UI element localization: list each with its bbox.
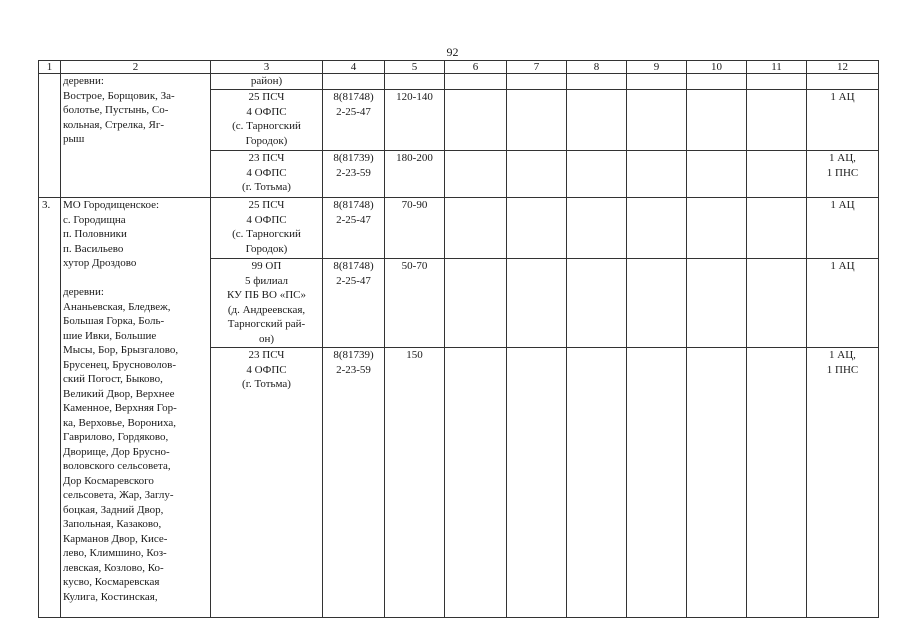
settlement-line: Каменное, Верхняя Гор-	[63, 402, 177, 414]
phone-line: 2-23-59	[336, 363, 371, 376]
settlement-line: левская, Козлово, Ко-	[63, 561, 164, 574]
empty-cell	[507, 259, 567, 348]
unit-line: (с. Тарногский	[232, 120, 301, 132]
settlement-line: шие Ивки, Большие	[63, 329, 157, 342]
header-cell: 6	[445, 61, 507, 74]
empty-cell	[747, 90, 807, 151]
equipment-cell	[807, 74, 879, 90]
distance-value: 70-90	[401, 199, 428, 211]
phone-line: 2-25-47	[336, 213, 371, 226]
settlement-line: хутор Дроздово	[63, 257, 137, 269]
unit-cell	[211, 259, 323, 348]
phone-cell	[323, 198, 385, 259]
empty-cell	[445, 151, 507, 198]
phone-line: 8(81739)	[333, 152, 374, 164]
unit-line: 4 ОФПС	[246, 213, 287, 226]
distance-value: 180-200	[396, 152, 433, 164]
header-cell: 4	[323, 61, 385, 74]
settlement-line: Великий Двор, Верхнее	[63, 387, 175, 400]
unit-line: (г. Тотьма)	[242, 378, 291, 390]
phone-line: 8(81748)	[333, 199, 374, 211]
unit-cell	[211, 90, 323, 151]
settlements-cell	[61, 198, 211, 618]
equipment-line: 1 АЦ,	[829, 152, 856, 164]
empty-cell	[687, 348, 747, 618]
empty-cell	[627, 348, 687, 618]
empty-cell	[687, 90, 747, 151]
settlement-line: Ананьевская, Бледвеж,	[63, 300, 171, 313]
phone-line: 2-23-59	[336, 166, 371, 179]
unit-line: Городок)	[245, 134, 288, 147]
empty-cell	[567, 259, 627, 348]
header-cell: 7	[507, 61, 567, 74]
settlement-line: Карманов Двор, Кисе-	[63, 532, 168, 545]
unit-line: КУ ПБ ВО «ПС»	[227, 289, 306, 301]
unit-line: 23 ПСЧ	[248, 152, 285, 164]
distance-value: 120-140	[396, 91, 433, 103]
unit-cell	[211, 74, 323, 90]
header-cell: 8	[567, 61, 627, 74]
page-number: 92	[446, 45, 459, 59]
equipment-line: 1 ПНС	[826, 166, 859, 179]
unit-line: (г. Тотьма)	[242, 181, 291, 193]
header-cell: 12	[807, 61, 879, 74]
empty-cell	[445, 90, 507, 151]
settlement-line: МО Городищенское:	[63, 199, 160, 211]
phone-line: 8(81748)	[333, 260, 374, 272]
settlement-line: боцкая, Задний Двор,	[63, 503, 164, 516]
header-cell: 1	[39, 61, 61, 74]
settlement-line: воловского сельсовета,	[63, 460, 171, 472]
settlement-line: Вострое, Борщовик, За-	[63, 89, 175, 102]
distance-cell	[385, 90, 445, 151]
equipment-cell	[807, 90, 879, 151]
settlement-line: с. Городищна	[63, 213, 126, 226]
unit-cell	[211, 151, 323, 198]
unit-line: 99 ОП	[251, 260, 282, 272]
settlement-line: кольная, Стрелка, Яг-	[63, 118, 165, 131]
header-cell: 10	[687, 61, 747, 74]
settlement-line: ка, Верховье, Ворониха,	[63, 416, 177, 429]
distance-cell	[385, 259, 445, 348]
empty-cell	[687, 198, 747, 259]
unit-line: Городок)	[245, 242, 288, 255]
empty-cell	[687, 259, 747, 348]
unit-line: 25 ПСЧ	[248, 199, 285, 211]
settlement-line: болотье, Пустынь, Со-	[63, 104, 169, 116]
empty-cell	[567, 90, 627, 151]
empty-cell	[567, 348, 627, 618]
unit-line: (д. Андреевская,	[227, 303, 306, 316]
unit-cell	[211, 198, 323, 259]
distance-value: 50-70	[401, 260, 428, 272]
distance-cell	[385, 74, 445, 90]
empty-cell	[627, 151, 687, 198]
empty-cell	[507, 74, 567, 90]
equipment-line: 1 АЦ	[830, 199, 855, 211]
empty-cell	[627, 259, 687, 348]
phone-cell	[323, 259, 385, 348]
unit-line: Тарногский рай-	[227, 318, 306, 330]
unit-line: (с. Тарногский	[232, 228, 301, 240]
settlement-line: Мысы, Бор, Брызгалово,	[63, 344, 179, 356]
distance-value: 150	[406, 349, 423, 361]
distance-cell	[385, 348, 445, 618]
empty-cell	[507, 348, 567, 618]
phone-cell	[323, 151, 385, 198]
empty-cell	[567, 198, 627, 259]
fire-coverage-table	[38, 60, 879, 618]
phone-cell	[323, 90, 385, 151]
table-row	[39, 74, 879, 90]
empty-cell	[627, 198, 687, 259]
settlement-line: Дор Космаревского	[63, 474, 154, 487]
empty-cell	[507, 198, 567, 259]
empty-cell	[507, 90, 567, 151]
empty-cell	[567, 74, 627, 90]
empty-cell	[445, 259, 507, 348]
unit-line: 23 ПСЧ	[248, 349, 285, 361]
phone-line: 2-25-47	[336, 274, 371, 287]
header-cell: 11	[747, 61, 807, 74]
settlement-line: Большая Горка, Боль-	[63, 315, 165, 327]
empty-cell	[627, 74, 687, 90]
header-cell: 9	[627, 61, 687, 74]
empty-cell	[687, 74, 747, 90]
phone-cell	[323, 74, 385, 90]
settlement-line: ский Погост, Быково,	[63, 373, 163, 385]
phone-line: 8(81748)	[333, 91, 374, 103]
settlement-line: Брусенец, Брусноволов-	[63, 358, 176, 371]
empty-cell	[445, 74, 507, 90]
empty-cell	[747, 151, 807, 198]
settlement-line: сельсовета, Жар, Заглу-	[63, 489, 174, 501]
equipment-cell	[807, 198, 879, 259]
empty-cell	[747, 348, 807, 618]
settlement-line: кусво, Космаревская	[63, 576, 160, 588]
settlement-line: лево, Климшино, Коз-	[63, 547, 167, 559]
unit-line: район)	[250, 75, 283, 87]
settlement-line: Дворище, Дор Брусно-	[63, 445, 170, 458]
phone-line: 8(81739)	[333, 349, 374, 361]
settlement-line: рыш	[63, 133, 85, 145]
equipment-cell	[807, 259, 879, 348]
settlement-line: деревни:	[63, 75, 104, 87]
distance-cell	[385, 151, 445, 198]
phone-line: 2-25-47	[336, 105, 371, 118]
empty-cell	[747, 74, 807, 90]
empty-cell	[567, 151, 627, 198]
header-cell: 3	[211, 61, 323, 74]
unit-line: 4 ОФПС	[246, 105, 287, 118]
settlement-line: Запольная, Казаково,	[63, 518, 162, 530]
equipment-cell	[807, 151, 879, 198]
settlement-line: Кулига, Костинская,	[63, 590, 158, 603]
header-cell: 5	[385, 61, 445, 74]
row-index-cell	[39, 74, 61, 198]
unit-line: 25 ПСЧ	[248, 91, 285, 103]
empty-cell	[747, 198, 807, 259]
unit-line: он)	[258, 332, 275, 345]
settlement-line: п. Васильево	[63, 242, 124, 255]
settlement-line: Гаврилово, Гордяково,	[63, 431, 169, 443]
settlement-line: деревни:	[63, 286, 104, 298]
equipment-line: 1 ПНС	[826, 363, 859, 376]
unit-line: 4 ОФПС	[246, 166, 287, 179]
empty-cell	[687, 151, 747, 198]
table-row	[39, 198, 879, 259]
equipment-line: 1 АЦ	[830, 91, 855, 103]
phone-cell	[323, 348, 385, 618]
settlement-line	[63, 271, 208, 286]
row-index-cell: 3.	[39, 198, 61, 618]
settlement-line: п. Половники	[63, 228, 127, 240]
empty-cell	[445, 198, 507, 259]
empty-cell	[445, 348, 507, 618]
unit-line: 4 ОФПС	[246, 363, 287, 376]
settlements-cell	[61, 74, 211, 198]
equipment-line: 1 АЦ,	[829, 349, 856, 361]
distance-cell	[385, 198, 445, 259]
unit-line: 5 филиал	[244, 274, 289, 287]
empty-cell	[627, 90, 687, 151]
equipment-line: 1 АЦ	[830, 260, 855, 272]
header-row	[39, 61, 879, 74]
empty-cell	[747, 259, 807, 348]
equipment-cell	[807, 348, 879, 618]
header-cell: 2	[61, 61, 211, 74]
unit-cell	[211, 348, 323, 618]
empty-cell	[507, 151, 567, 198]
